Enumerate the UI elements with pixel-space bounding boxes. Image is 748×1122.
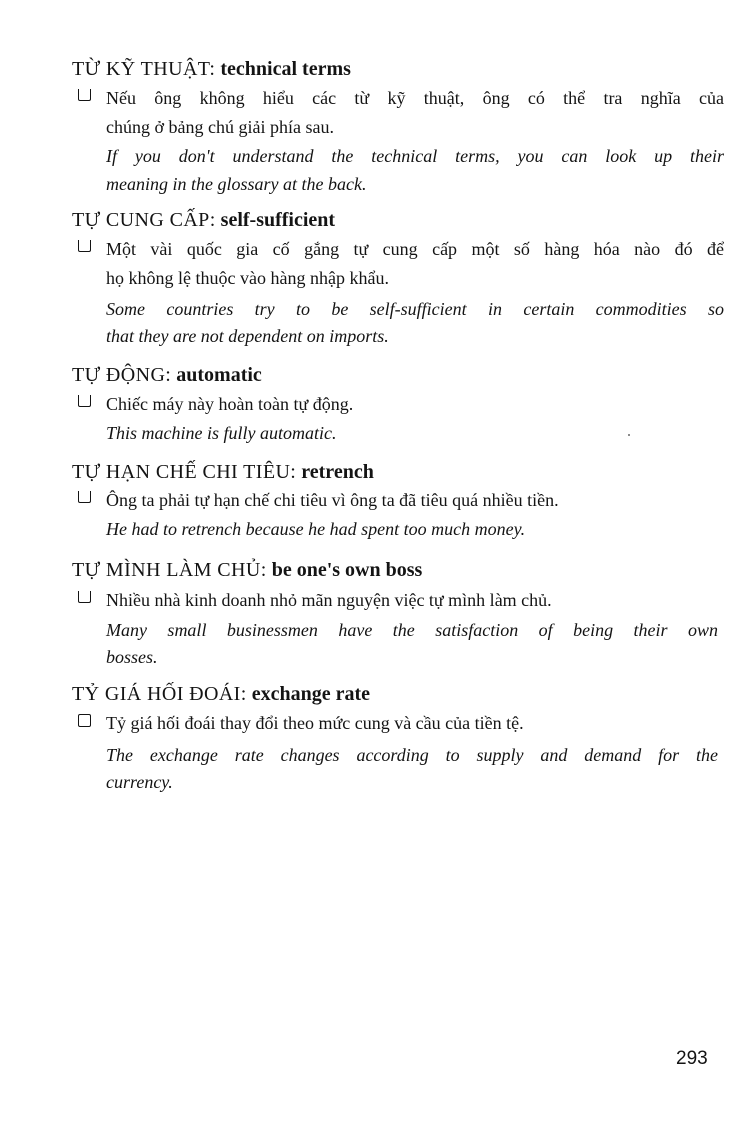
example-english-line: currency. [106,772,173,792]
entry-heading [72,680,370,708]
term-english: retrench [301,461,374,483]
term-vietnamese: TỰ MÌNH LÀM CHỦ: [72,559,267,581]
term-vietnamese: TỰ CUNG CẤP: [72,209,216,231]
example-vietnamese-line: Tỷ giá hối đoái thay đổi theo mức cung và cầu của tiền tệ. [106,713,524,733]
example-english-line: that they are not dependent on imports. [106,326,389,346]
example-english-line: He had to retrench because he had spent too much money. [106,519,526,539]
entry-heading [72,361,262,389]
entry-heading [72,206,335,234]
example-english-line: The exchange rate changes according to supply and demand for the [106,745,718,765]
page-number: 293 [676,1048,708,1069]
term-vietnamese: TỪ KỸ THUẬT: [72,58,216,80]
bullet-icon [78,591,91,603]
entry-heading [72,55,351,83]
entry-heading [72,458,374,486]
example-english-line: Some countries try to be self-sufficient in certain commodities so [106,299,724,319]
bullet-icon [78,240,91,252]
entry-heading [72,556,422,584]
bullet-icon [78,395,91,407]
example-vietnamese-line: Chiếc máy này hoàn toàn tự động. [106,394,354,414]
print-speck [628,434,630,436]
term-english: technical terms [220,58,351,80]
bullet-icon [78,714,91,727]
term-vietnamese: TỰ HẠN CHẾ CHI TIÊU: [72,461,297,483]
bullet-icon [78,491,91,503]
term-english: self-sufficient [220,209,336,231]
term-english: be one's own boss [271,559,423,581]
example-english-line: bosses. [106,647,158,667]
term-vietnamese: TỰ ĐỘNG: [72,364,172,386]
example-vietnamese-line: Nếu ông không hiểu các từ kỹ thuật, ông có thể tra nghĩa của [106,88,724,108]
example-vietnamese-line: Một vài quốc gia cố gắng tự cung cấp một số hàng hóa nào đó để [106,239,724,259]
example-english-line: If you don't understand the technical terms, you can look up their [106,146,724,166]
bullet-icon [78,89,91,101]
example-vietnamese-line: Ông ta phải tự hạn chế chi tiêu vì ông ta đã tiêu quá nhiều tiền. [106,490,559,510]
example-english-line: Many small businessmen have the satisfaction of being their own [106,620,718,640]
term-vietnamese: TỶ GIÁ HỐI ĐOÁI: [72,683,247,705]
example-vietnamese-line: họ không lệ thuộc vào hàng nhập khẩu. [106,268,389,288]
example-english-line: meaning in the glossary at the back. [106,174,367,194]
term-english: automatic [176,364,262,386]
example-english-line: This machine is fully automatic. [106,423,337,443]
example-vietnamese-line: Nhiều nhà kinh doanh nhỏ mãn nguyện việc tự mình làm chủ. [106,590,552,610]
example-vietnamese-line: chúng ở bảng chú giải phía sau. [106,117,334,137]
term-english: exchange rate [251,683,370,705]
